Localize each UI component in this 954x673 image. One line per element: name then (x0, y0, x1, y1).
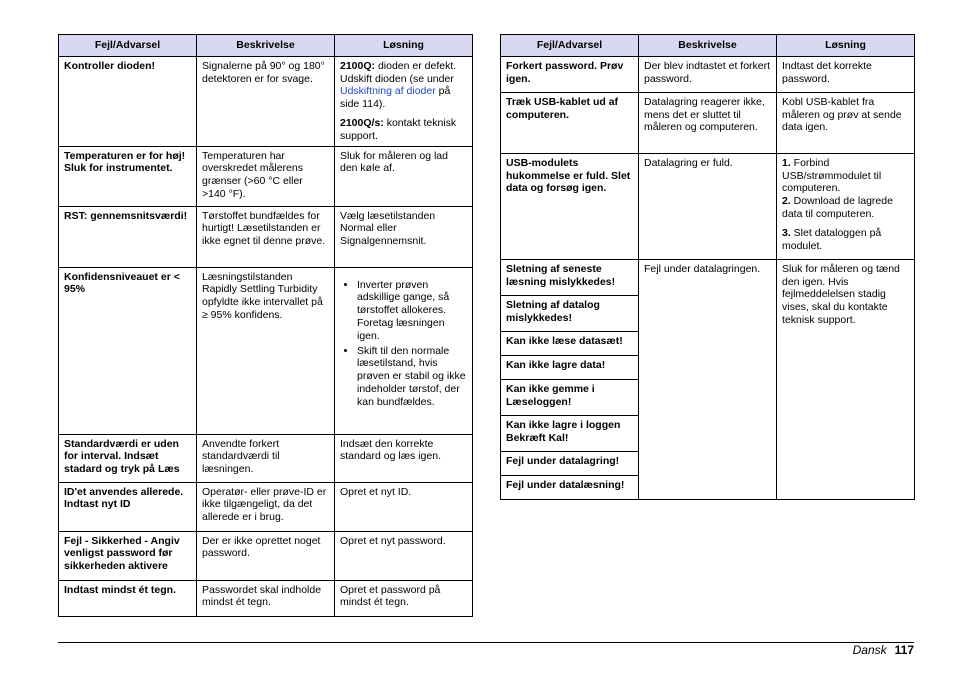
fault-cell: Kan ikke læse datasæt! (501, 331, 639, 355)
footer-divider (58, 642, 914, 643)
step-number: 1. (782, 156, 791, 169)
solution-cell: Sluk for måleren og lad den køle af. (335, 146, 473, 206)
solution-paragraph (340, 117, 467, 143)
column-header-solution: Løsning (335, 35, 473, 57)
description-cell: Der er ikke oprettet noget password. (197, 531, 335, 580)
page-number: 117 (894, 643, 914, 657)
description-cell: Passwordet skal indholde mindst ét tegn. (197, 580, 335, 616)
diode-replacement-link[interactable]: Udskiftning af dioder (340, 85, 436, 98)
solution-cell: Indsæt den korrekte standard og læs igen. (335, 434, 473, 482)
table-row (59, 434, 473, 482)
fault-cell: Kontroller dioden! (59, 56, 197, 146)
list-item: • Skift til den normale læsetilstand, hvis prøven er stabil og ikke indeholder tørstof, der kan bundfældes. (357, 345, 467, 409)
solution-step (782, 195, 909, 221)
fault-cell: ID'et anvendes allerede. Indtast nyt ID (59, 482, 197, 531)
description-cell: Fejl under datalagringen. (639, 259, 777, 499)
solution-cell: Vælg læsetilstanden Normal eller Signalgennemsnit. (335, 206, 473, 267)
description-cell: Signalerne på 90° og 180° detektoren er for svage. (197, 56, 335, 146)
solution-cell (335, 267, 473, 434)
fault-cell: Sletning af datalog mislykkedes! (501, 295, 639, 331)
column-header-description: Beskrivelse (197, 35, 335, 57)
list-item: • Inverter prøven adskillige gange, så tørstoffet allokeres. Foretag læsningen igen. (357, 279, 467, 343)
fault-cell: Fejl under datalæsning! (501, 475, 639, 499)
column-header-description: Beskrivelse (639, 35, 777, 57)
fault-cell: Temperaturen er for høj! Sluk for instrumentet. (59, 146, 197, 206)
troubleshooting-table-right (500, 34, 915, 500)
fault-cell: Konfidensniveauet er < 95% (59, 267, 197, 434)
model-label: 2100Q: (340, 59, 376, 72)
footer-language: Dansk (852, 643, 887, 657)
description-cell: Læsningstilstanden Rapidly Settling Turbidity opfyldte ikke intervallet på ≥ 95% konfidens. (197, 267, 335, 434)
table-header-row (501, 35, 915, 57)
solution-cell: Opret et nyt ID. (335, 482, 473, 531)
solution-cell: Opret et nyt password. (335, 531, 473, 580)
fault-cell: Indtast mindst ét tegn. (59, 580, 197, 616)
table-row (59, 482, 473, 531)
troubleshooting-table-left (58, 34, 473, 617)
column-header-solution: Løsning (777, 35, 915, 57)
step-number: 2. (782, 195, 791, 208)
step-text: Slet dataloggen på modulet. (782, 226, 882, 252)
solution-cell: Indtast det korrekte password. (777, 56, 915, 92)
step-text: Download de lagrede data til computeren. (782, 195, 893, 220)
table-row (59, 206, 473, 267)
solution-list (340, 279, 467, 409)
fault-cell: Standardværdi er uden for interval. Indsæt stadard og tryk på Læs (59, 434, 197, 482)
fault-cell: Kan ikke lagre i loggen Bekræft Kal! (501, 415, 639, 451)
table-row (59, 580, 473, 616)
step-number: 3. (782, 226, 791, 239)
solution-text: dioden er defekt. Udskift dioden (se under (340, 59, 457, 85)
table-header-row (59, 35, 473, 57)
column-header-fault: Fejl/Advarsel (501, 35, 639, 57)
description-cell: Tørstoffet bundfældes for hurtigt! Læsetilstanden er ikke egnet til denne prøve. (197, 206, 335, 267)
fault-cell: Fejl - Sikkerhed - Angiv venligst password før sikkerheden aktivere (59, 531, 197, 580)
table-row (59, 146, 473, 206)
description-cell: Der blev indtastet et forkert password. (639, 56, 777, 92)
table-row (59, 267, 473, 434)
solution-cell: Opret et password på mindst ét tegn. (335, 580, 473, 616)
fault-cell: Forkert password. Prøv igen. (501, 56, 639, 92)
column-header-fault: Fejl/Advarsel (59, 35, 197, 57)
solution-text: på side 114). (340, 85, 451, 111)
table-row (501, 259, 915, 295)
solution-cell (335, 56, 473, 146)
solution-cell: Sluk for måleren og tænd den igen. Hvis fejlmeddelelsen stadig vises, skal du kontakte teknisk support. (777, 259, 915, 499)
page-footer (853, 643, 914, 657)
solution-step (782, 227, 909, 253)
table-row (501, 153, 915, 259)
fault-cell: Sletning af seneste læsning mislykkedes! (501, 259, 639, 295)
step-text: Forbind USB/strømmodulet til computeren. (782, 156, 882, 195)
description-cell: Datalagring reagerer ikke, mens det er sluttet til måleren og computeren. (639, 92, 777, 153)
fault-cell: Kan ikke gemme i Læseloggen! (501, 379, 639, 415)
fault-cell: Træk USB-kablet ud af computeren. (501, 92, 639, 153)
fault-cell: USB-modulets hukommelse er fuld. Slet data og forsøg igen. (501, 153, 639, 259)
solution-paragraph (340, 60, 467, 111)
fault-cell: Kan ikke lagre data! (501, 355, 639, 379)
description-cell: Operatør- eller prøve-ID er ikke tilgængeligt, da det allerede er i brug. (197, 482, 335, 531)
table-row (501, 92, 915, 153)
solution-text: kontakt teknisk support. (340, 116, 457, 142)
solution-cell (777, 153, 915, 259)
table-row (59, 56, 473, 146)
solution-cell: Kobl USB-kablet fra måleren og prøv at sende data igen. (777, 92, 915, 153)
description-cell: Datalagring er fuld. (639, 153, 777, 259)
description-cell: Temperaturen har overskredet målerens grænser (>60 °C eller >140 °F). (197, 146, 335, 206)
fault-cell: RST: gennemsnitsværdi! (59, 206, 197, 267)
table-row (59, 531, 473, 580)
solution-step (782, 157, 909, 195)
fault-cell: Fejl under datalagring! (501, 451, 639, 475)
table-row (501, 56, 915, 92)
model-label: 2100Q/s: (340, 116, 384, 129)
description-cell: Anvendte forkert standardværdi til læsningen. (197, 434, 335, 482)
